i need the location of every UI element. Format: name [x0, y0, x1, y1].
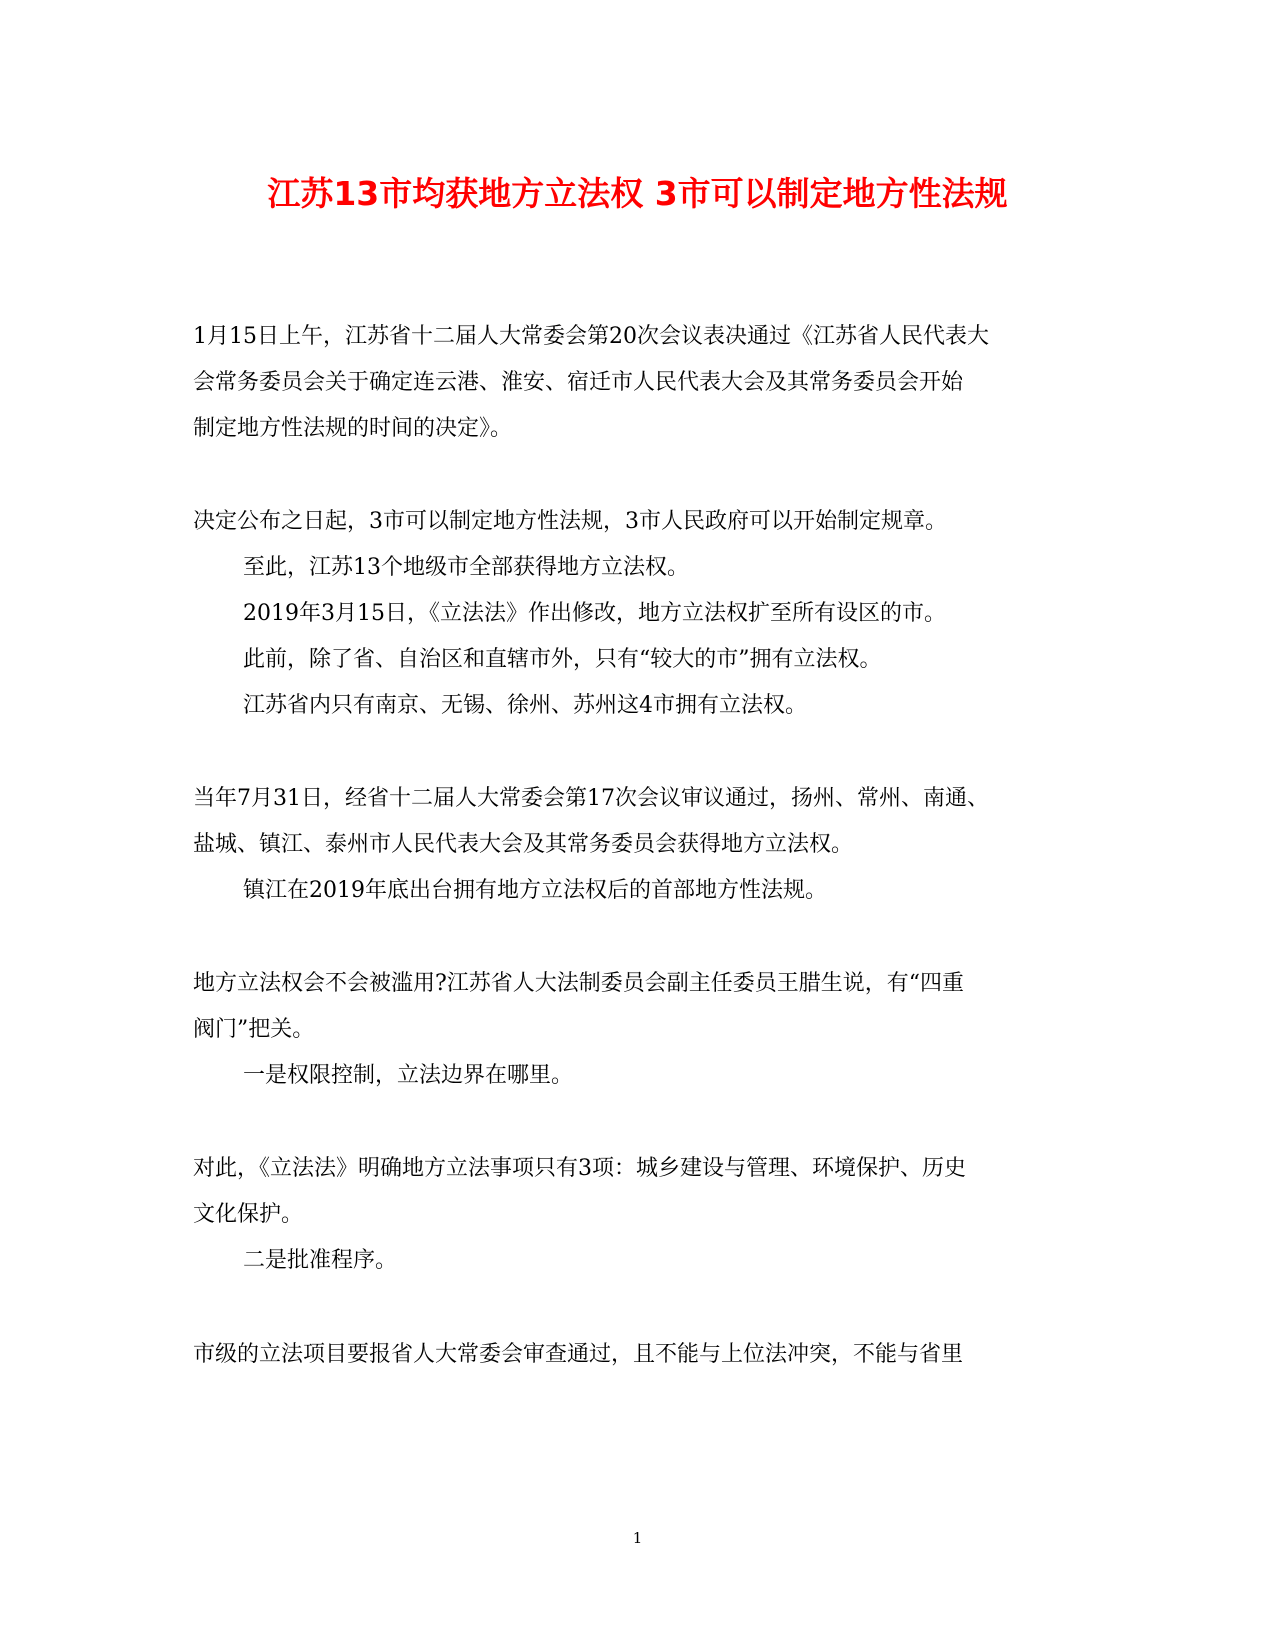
paragraph-line: 1月15日上午，江苏省十二届人大常委会第20次会议表决通过《江苏省人民代表大 — [193, 324, 989, 349]
paragraph-line: 镇江在2019年底出台拥有地方立法权后的首部地方性法规。 — [243, 878, 827, 903]
paragraph-line: 地方立法权会不会被滥用?江苏省人大法制委员会副主任委员王腊生说，有“四重 — [193, 971, 965, 996]
paragraph-line: 盐城、镇江、泰州市人民代表大会及其常务委员会获得地方立法权。 — [193, 832, 854, 857]
paragraph-line: 二是批准程序。 — [243, 1248, 398, 1273]
paragraph-line: 市级的立法项目要报省人大常委会审查通过，且不能与上位法冲突，不能与省里 — [193, 1342, 964, 1367]
paragraph-line: 2019年3月15日，《立法法》作出修改，地方立法权扩至所有设区的市。 — [243, 601, 946, 626]
document-title: 江苏13市均获地方立法权 3市可以制定地方性法规 — [267, 174, 1008, 213]
page-number: 1 — [632, 1529, 643, 1547]
paragraph-line: 此前，除了省、自治区和直辖市外，只有“较大的市”拥有立法权。 — [243, 647, 882, 672]
paragraph-line: 至此，江苏13个地级市全部获得地方立法权。 — [243, 555, 689, 580]
paragraph-line: 文化保护。 — [193, 1202, 304, 1227]
paragraph-line: 阀门”把关。 — [193, 1017, 315, 1042]
paragraph-line: 对此，《立法法》明确地方立法事项只有3项：城乡建设与管理、环境保护、历史 — [193, 1156, 966, 1181]
paragraph-line: 当年7月31日，经省十二届人大常委会第17次会议审议通过，扬州、常州、南通、 — [193, 786, 989, 811]
paragraph-line: 一是权限控制，立法边界在哪里。 — [243, 1063, 574, 1088]
paragraph-line: 制定地方性法规的时间的决定》。 — [193, 416, 513, 441]
paragraph-line: 会常务委员会关于确定连云港、淮安、宿迁市人民代表大会及其常务委员会开始 — [193, 370, 964, 395]
paragraph-line: 决定公布之日起，3市可以制定地方性法规，3市人民政府可以开始制定规章。 — [193, 509, 947, 534]
paragraph-line: 江苏省内只有南京、无锡、徐州、苏州这4市拥有立法权。 — [243, 693, 807, 718]
